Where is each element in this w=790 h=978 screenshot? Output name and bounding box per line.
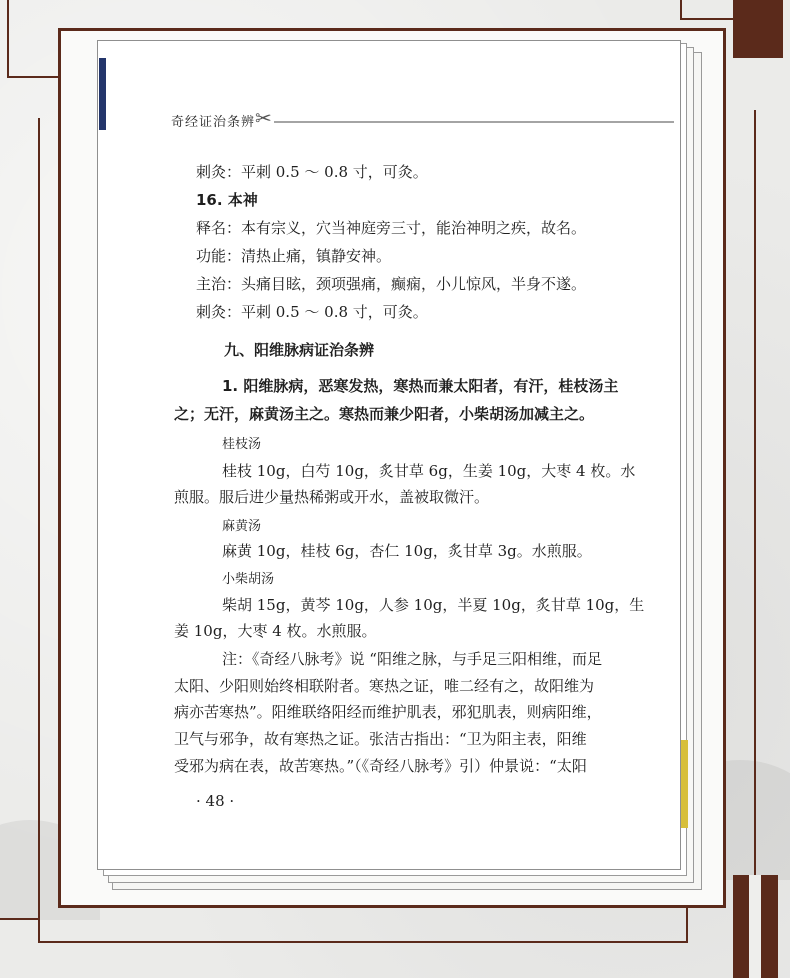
formula-name: 桂枝汤 [222,437,262,452]
text-line: 麻黄 10g，桂枝 6g，杏仁 10g，炙甘草 3g。水煎服。 [222,542,592,560]
clause-line: 之；无汗，麻黄汤主之。寒热而兼少阳者，小柴胡汤加减主之。 [174,405,595,423]
clause-line: 1. 阳维脉病，恶寒发热，寒热而兼太阳者，有汗，桂枝汤主 [222,377,619,395]
text-line: 柴胡 15g，黄芩 10g，人参 10g，半夏 10g，炙甘草 10g，生 [222,596,645,614]
text-line: 功能：清热止痛，镇静安神。 [196,247,392,265]
item-heading: 16. 本神 [196,191,258,209]
frame-line [38,941,688,943]
formula-name: 麻黄汤 [222,519,262,534]
text-line: 刺灸：平刺 0.5 ～ 0.8 寸，可灸。 [196,163,428,181]
text-line: 桂枝 10g，白芍 10g，炙甘草 6g，生姜 10g，大枣 4 枚。水 [222,462,636,480]
scissors-ornament-icon: ✂ [255,106,272,130]
section-heading: 九、阳维脉病证治条辨 [224,341,375,359]
text-line: 注：《奇经八脉考》说 “阳维之脉，与手足三阳相维，而足 [222,650,602,668]
frame-line [680,18,740,20]
text-line: 太阳、少阳则始终相联附者。寒热之证，唯二经有之，故阳维为 [174,677,595,695]
corner-block [733,875,778,978]
text-line: 卫气与邪争，故有寒热之证。张洁古指出：“卫为阳主表，阳维 [174,730,587,748]
frame-line [680,0,682,20]
frame-line [38,118,40,943]
page-number: · 48 · [196,792,235,810]
text-line: 病亦苦寒热”。阳维联络阳经而维护肌表，邪犯肌表，则病阳维， [174,703,602,721]
frame-line [754,110,756,890]
frame-line [7,0,9,78]
text-line: 刺灸：平刺 0.5 ～ 0.8 寸，可灸。 [196,303,428,321]
text-line: 煎服。服后进少量热稀粥或开水，盖被取微汗。 [174,488,490,506]
text-line: 受邪为病在表，故苦寒热。”（《奇经八脉考》引）仲景说：“太阳 [174,757,587,775]
formula-name: 小柴胡汤 [222,572,275,587]
text-line: 释名：本有宗义，穴当神庭旁三寸，能治神明之疾，故名。 [196,219,587,237]
frame-line [0,918,40,920]
text-line: 姜 10g，大枣 4 枚。水煎服。 [174,622,377,640]
frame-line [7,76,59,78]
running-header-title: 奇经证治条辨 [171,115,256,130]
book-edge-strip [681,740,688,828]
text-line: 主治：头痛目眩，颈项强痛，癫痫，小儿惊风，半身不遂。 [196,275,587,293]
header-rule [274,121,674,123]
corner-block [733,0,783,58]
book-spine-strip [99,58,106,130]
frame-line [686,908,688,943]
